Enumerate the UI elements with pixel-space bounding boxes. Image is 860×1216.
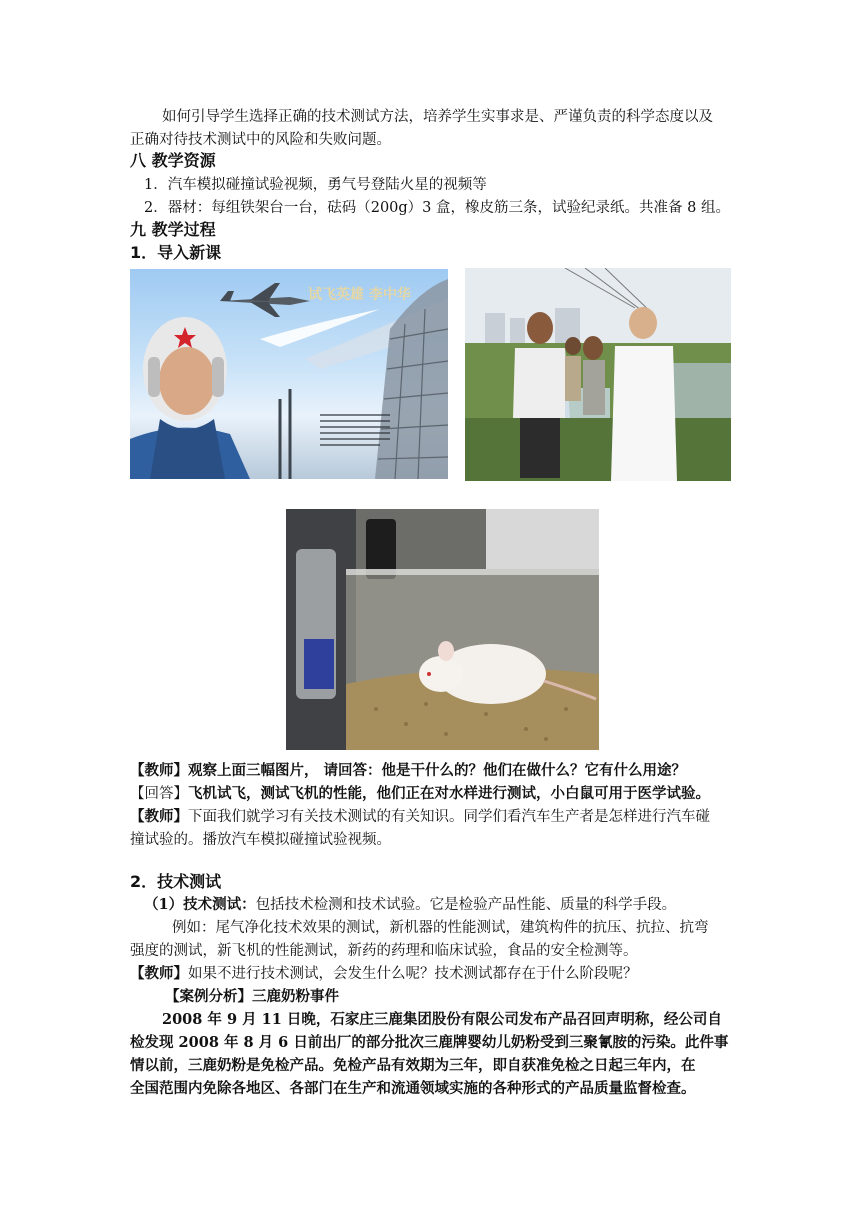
resource-item-1: 1．汽车模拟碰撞试验视频，勇气号登陆火星的视频等 — [144, 177, 487, 193]
case-title: 三鹿奶粉事件 — [252, 988, 339, 1005]
lab-mouse-illustration — [286, 509, 599, 750]
example-line-1: 例如：尾气净化技术效果的测试，新机器的性能测试，建筑构件的抗压、抗拉、抗弯 — [172, 920, 709, 936]
case-analysis-title — [165, 986, 339, 1008]
example-line-2: 强度的测试，新飞机的性能测试，新药的药理和临床试验，食品的安全检测等。 — [130, 943, 638, 959]
tech-test-heading: 2．技术测试 — [130, 872, 222, 891]
teacher-question-2-text: 如果不进行技术测试，会发生什么呢？技术测试都存在于什么阶段呢？ — [188, 966, 638, 982]
case-line-3: 情以前，三鹿奶粉是免检产品。免检产品有效期为三年，即自获准免检之日起三年内，在 — [130, 1057, 696, 1074]
teacher-tag: 【教师】 — [130, 808, 188, 825]
pilot-illustration — [130, 269, 448, 479]
water-sampling-photo — [465, 268, 731, 481]
case-tag: 【案例分析】 — [165, 988, 252, 1005]
section-8-heading: 八 教学资源 — [130, 151, 216, 170]
teacher-question-text: 观察上面三幅图片， 请回答：他是干什么的？他们在做什么？它有什么用途？ — [188, 762, 687, 779]
pilot-photo-caption: 试飞英雄 李中华 — [308, 287, 411, 303]
case-line-1: 2008 年 9 月 11 日晚，石家庄三鹿集团股份有限公司发布产品召回声明称，经公司自 — [162, 1011, 722, 1028]
resource-item-2: 2．器材：每组铁架台一台，砝码（200g）3 盒，橡皮筋三条，试验纪录纸。共准备 8 组。 — [144, 200, 730, 216]
case-line-4: 全国范围内免除各地区、各部门在生产和流通领域实施的各种形式的产品质量监督检查。 — [130, 1080, 696, 1097]
teacher-question-2 — [130, 963, 638, 985]
teacher-statement-text: 下面我们就学习有关技术测试的有关知识。同学们看汽车生产者是怎样进行汽车碰 — [188, 809, 710, 825]
answer-text: 飞机试飞，测试飞机的性能，他们正在对水样进行测试，小白鼠可用于医学试验。 — [188, 785, 710, 802]
teacher-statement-line-1 — [130, 806, 710, 828]
answer-tag: 【回答】 — [130, 786, 188, 802]
pilot-photo — [130, 269, 448, 479]
case-line-2: 检发现 2008 年 8 月 6 日前出厂的部分批次三鹿牌婴幼儿奶粉受到三聚氰胺的污染。此件事 — [130, 1034, 729, 1051]
water-sampling-illustration — [465, 268, 731, 481]
teacher-tag: 【教师】 — [130, 762, 188, 779]
section-9-heading: 九 教学过程 — [130, 220, 216, 239]
teacher-statement-line-2: 撞试验的。播放汽车模拟碰撞试验视频。 — [130, 832, 391, 848]
student-answer — [130, 783, 710, 805]
intro-line-2: 正确对待技术测试中的风险和失败问题。 — [130, 132, 391, 148]
definition-label: （1）技术测试： — [144, 896, 256, 913]
subsection-intro-heading: 1．导入新课 — [130, 243, 222, 262]
definition-text: 包括技术检测和技术试验。它是检验产品性能、质量的科学手段。 — [255, 897, 677, 913]
tech-test-definition — [144, 894, 676, 916]
teacher-question — [130, 760, 686, 782]
intro-line-1: 如何引导学生选择正确的技术测试方法，培养学生实事求是、严谨负责的科学态度以及 — [162, 109, 713, 125]
teacher-tag: 【教师】 — [130, 965, 188, 982]
lab-mouse-photo — [286, 509, 599, 750]
